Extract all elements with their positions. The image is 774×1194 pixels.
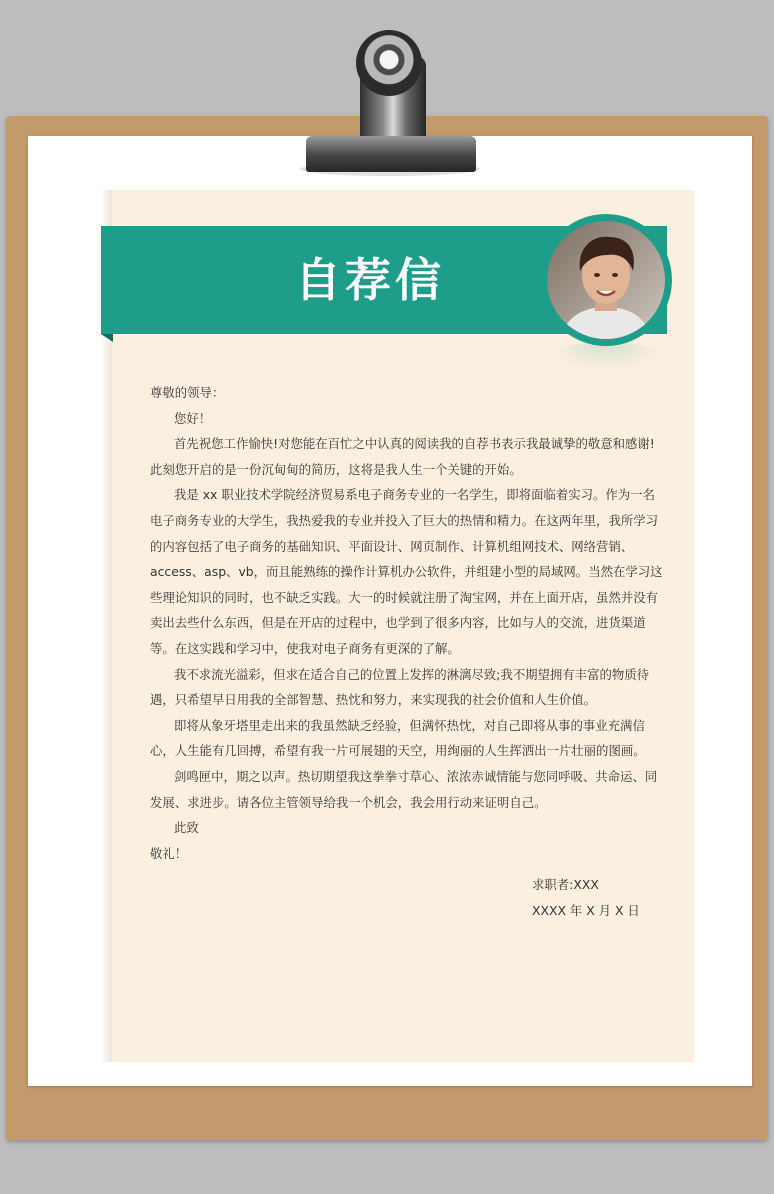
letter-date: XXXX 年 X 月 X 日 xyxy=(532,903,640,918)
paragraph-background: 我是 xx 职业技术学院经济贸易系电子商务专业的一名学生，即将面临着实习。作为一名电子商务专业的大学生，我热爱我的专业并投入了巨大的热情和精力。在这两年里，我所学习的内容包括了电子商务的基础知识、平面设计、网页制作、计算机组网技术、网络营销、access、asp、vb，而且能熟练的操作计算机办公软件，并组建小型的局域网。当然在学习这些理论知识的同时，也不缺乏实践。大一的时候就注册了淘宝网，并在上面开店，虽然并没有卖出去些什么东西，但是在开店的过程中，也学到了很多内容，比如与人的交流，进货渠道等。在这实践和学习中，使我对电子商务有更深的了解。 xyxy=(150,487,663,656)
greeting: 您好！ xyxy=(174,410,212,426)
paragraph-aspiration: 我不求流光溢彩，但求在适合自己的位置上发挥的淋漓尽致;我不期望拥有丰富的物质待遇，只希望早日用我的全部智慧、热忱和努力，来实现我的社会价值和人生价值。 xyxy=(150,666,650,708)
binder-clip-ring-icon xyxy=(356,30,422,96)
portrait-photo-icon xyxy=(547,221,665,339)
closing-line-2: 敬礼！ xyxy=(150,845,188,861)
page-title: 自荐信 xyxy=(295,253,445,307)
banner-fold xyxy=(101,334,113,342)
avatar xyxy=(547,221,665,339)
paragraph-request: 剑鸣匣中，期之以声。热切期望我这拳拳寸草心、浓浓赤诚情能与您同呼吸、共命运、同发展、求进步。请各位主管领导给我一个机会，我会用行动来证明自己。 xyxy=(150,768,658,810)
paragraph-confidence: 即将从象牙塔里走出来的我虽然缺乏经验，但满怀热忱，对自己即将从事的事业充满信心，人生能有几回搏，希望有我一片可展翅的天空，用绚丽的人生挥洒出一片壮丽的图画。 xyxy=(150,717,646,759)
signer: 求职者:XXX xyxy=(532,877,599,892)
closing-line-1: 此致 xyxy=(174,820,199,836)
signature-block xyxy=(532,872,672,924)
letter-body xyxy=(150,380,665,866)
binder-clip-icon xyxy=(306,136,476,172)
photo-reflection xyxy=(548,342,664,372)
paragraph-intro: 首先祝您工作愉快!对您能在百忙之中认真的阅读我的自荐书表示我最诚挚的敬意和感谢!此刻您开启的是一份沉甸甸的简历，这将是我人生一个关键的开始。 xyxy=(150,436,655,477)
salutation: 尊敬的领导： xyxy=(150,385,225,400)
